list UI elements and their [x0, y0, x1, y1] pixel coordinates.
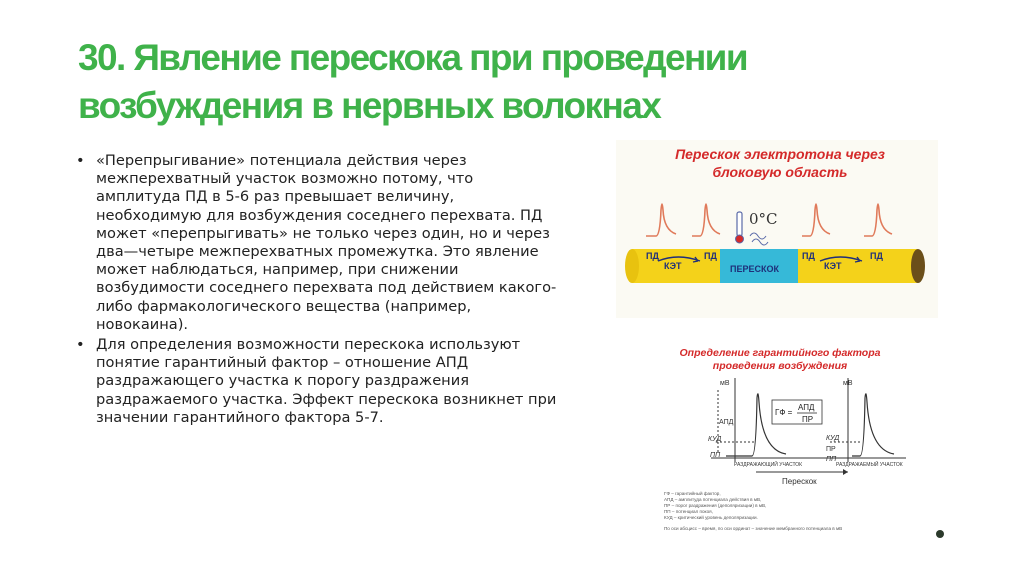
- thermometer-icon: [736, 212, 744, 243]
- stimulated-site-label: РАЗДРАЖАЕМЫЙ УЧАСТОК: [836, 462, 903, 468]
- legend-line-1: ГФ – гарантийный фактор,: [664, 491, 721, 496]
- bullet-dot: •: [76, 336, 85, 354]
- spike: [692, 204, 720, 236]
- title-line-2: возбуждения в нервных волокнах: [78, 85, 661, 126]
- figure-safety-factor: [616, 338, 938, 536]
- stimulating-site-label: РАЗДРАЖАЮЩИЙ УЧАСТОК: [734, 462, 803, 468]
- formula-numerator: АПД: [798, 403, 815, 412]
- figure-saltatory-jump-svg: [616, 140, 938, 318]
- bullet-item: [72, 336, 560, 427]
- fig2-title-line-1: Определение гарантийного фактора: [679, 347, 881, 359]
- fig1-title-line-2: блоковую область: [712, 164, 848, 180]
- slide-title: [78, 34, 978, 130]
- apd-label: АПД: [719, 419, 734, 426]
- pd-label: ПД: [704, 251, 717, 261]
- formula-left: ГФ =: [775, 408, 793, 417]
- bullet-text-1: «Перепрыгивание» потенциала действия через межперехватный участок возможно потому, что амплитуда ПД в 5-6 раз превышает величину, необходимую для возбуждения соседнего перехвата. ПД может «перепрыгивать» не только через один, но и через два—четыре межперехватных промежутка. Это явление может наблюдаться, например, при снижении возбудимости соседнего перехвата под действием какого-либо фармакологического вещества (например, новокаина).: [96, 152, 557, 333]
- legend-line-2: АПД – амплитуда потенциала действия в мВ,: [664, 497, 762, 502]
- title-line-1: 30. Явление перескока при проведении: [78, 37, 747, 78]
- snowflake-icon: [750, 233, 768, 245]
- ket-label: КЭТ: [824, 261, 842, 271]
- figure-saltatory-jump: [616, 140, 938, 318]
- pr-label: ПР: [826, 446, 836, 453]
- kud-label-right: КУД: [826, 435, 840, 442]
- fig2-title-line-2: проведения возбуждения: [712, 360, 848, 372]
- jump-arrow-head: [843, 469, 848, 475]
- spike: [802, 204, 830, 236]
- spike: [646, 204, 676, 236]
- pereskok-label: ПЕРЕСКОК: [730, 264, 779, 274]
- pd-label: ПД: [870, 251, 883, 261]
- axis-unit-right: мВ: [843, 380, 853, 387]
- axis-unit-left: мВ: [720, 380, 730, 387]
- pd-label: ПД: [802, 251, 815, 261]
- pp-label-right: ПП: [826, 456, 837, 463]
- figure-safety-factor-svg: [616, 338, 938, 536]
- ket-label: КЭТ: [664, 261, 682, 271]
- jump-label: Перескок: [782, 477, 817, 486]
- right-spike: [852, 394, 894, 456]
- legend-line-4: ПП – потенциал покоя,: [664, 509, 713, 514]
- pp-label-left: ПП: [710, 452, 721, 459]
- footnote: По оси абсцисс – время, по оси ординат – значение мембранного потенциала в мВ: [664, 526, 843, 531]
- legend-line-5: КУД – критический уровень деполяризации.: [664, 515, 758, 520]
- fig1-title-line-1: Перескок электротона через: [675, 146, 885, 162]
- bullet-item: [72, 152, 560, 334]
- decorative-dot: [936, 530, 944, 538]
- bullet-dot: •: [76, 152, 85, 169]
- bullet-list: [72, 152, 560, 429]
- spike: [864, 204, 892, 236]
- bullet-text-2: Для определения возможности перескока используют понятие гарантийный фактор – отношение АПД раздражающего участка к порогу раздражения раздражаемого участка. Эффект перескока возникнет при значении гарантийного фактора 5-7.: [96, 336, 557, 426]
- formula-denominator: ПР: [802, 415, 814, 424]
- legend-line-3: ПР – порог раздражения (деполяризации) в мВ,: [664, 503, 767, 508]
- temperature-label: 0°С: [749, 210, 778, 228]
- pd-label: ПД: [646, 251, 659, 261]
- kud-label-left: КУД: [708, 436, 722, 443]
